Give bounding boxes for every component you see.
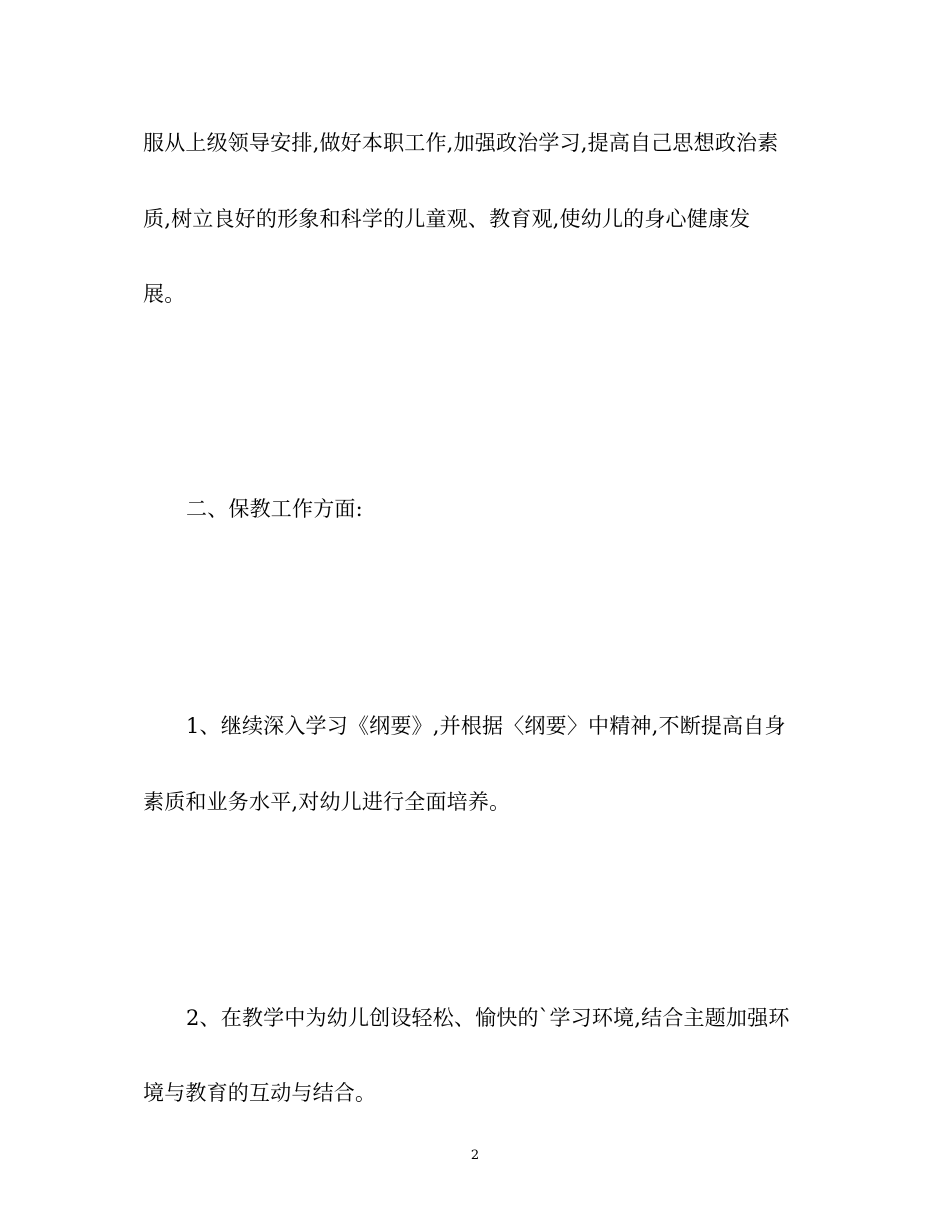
page-number: 2 [470, 1148, 480, 1163]
paragraph-line: 服从上级领导安排,做好本职工作,加强政治学习,提高自己思想政治素 [143, 131, 779, 155]
paragraph-line: 1、继续深入学习《纲要》,并根据〈纲要〉中精神,不断提高自身 [186, 714, 786, 738]
section-heading: 二、保教工作方面: [186, 497, 363, 521]
paragraph-line: 境与教育的互动与结合。 [143, 1081, 377, 1105]
paragraph-line: 质,树立良好的形象和科学的儿童观、教育观,使幼儿的身心健康发 [143, 207, 751, 231]
paragraph-line: 2、在教学中为幼儿创设轻松、愉快的`学习环境,结合主题加强环 [186, 1006, 790, 1030]
paragraph-line: 展。 [143, 282, 186, 306]
paragraph-line: 素质和业务水平,对幼儿进行全面培养。 [143, 790, 511, 814]
